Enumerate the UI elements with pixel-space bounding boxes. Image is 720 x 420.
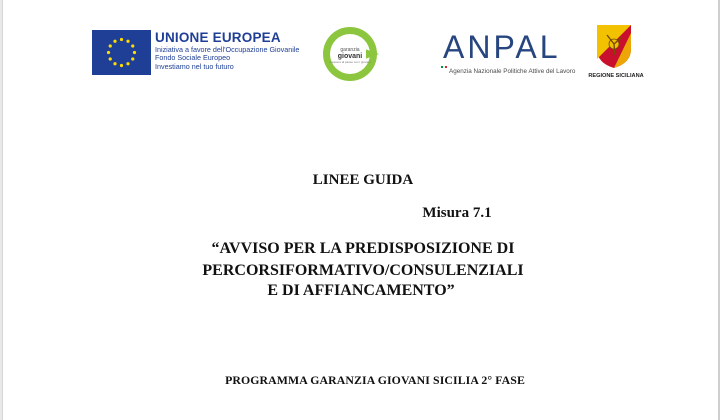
italian-flag-icon — [441, 66, 447, 68]
garanzia-giovani-logo-icon — [321, 25, 383, 83]
eu-star — [133, 51, 136, 54]
document-title-line-1: “AVVISO PER LA PREDISPOSIZIONE DI — [211, 240, 515, 257]
eu-star — [113, 40, 116, 43]
anpal-subtitle: Agenzia Nazionale Politiche Attive del Lavoro — [449, 68, 576, 75]
sicilian-coat-of-arms-icon — [595, 23, 633, 69]
eu-star — [109, 57, 112, 60]
eu-star — [131, 57, 134, 60]
eu-line-1: Iniziativa a favore dell'Occupazione Giovanile — [155, 45, 300, 54]
eu-flag-icon — [92, 30, 151, 75]
eu-line-3: Investiamo nel tuo futuro — [155, 61, 234, 71]
eu-star — [120, 64, 123, 67]
document-misura: Misura 7.1 — [422, 205, 492, 221]
anpal-logo — [443, 29, 576, 75]
eu-star — [120, 38, 123, 41]
eu-star — [131, 44, 134, 47]
eu-line-2: Fondo Sociale Europeo — [155, 53, 231, 63]
anpal-wordmark: ANPAL — [443, 29, 561, 65]
eu-logo-text — [155, 30, 299, 71]
eu-title: UNIONE EUROPEA — [155, 30, 281, 45]
document-page — [2, 0, 720, 420]
svg-text:giovani: giovani — [337, 53, 363, 60]
eu-star — [109, 44, 112, 47]
eu-star — [113, 62, 116, 65]
document-title-line-3: E DI AFFIANCAMENTO” — [267, 282, 455, 299]
document-title-line-2: PERCORSIFORMATIVO/CONSULENZIALI — [202, 262, 524, 279]
regione-label: REGIONE SICILIANA — [588, 73, 644, 79]
eu-star — [107, 51, 110, 54]
document-heading: LINEE GUIDA — [312, 172, 414, 188]
document-programma: PROGRAMMA GARANZIA GIOVANI SICILIA 2° FASE — [225, 373, 525, 387]
eu-star — [126, 40, 129, 43]
svg-text:garanzia: garanzia — [340, 47, 360, 53]
svg-text:crescere al passo con i giovan: crescere al passo con i giovani — [329, 60, 371, 64]
eu-star — [126, 62, 129, 65]
